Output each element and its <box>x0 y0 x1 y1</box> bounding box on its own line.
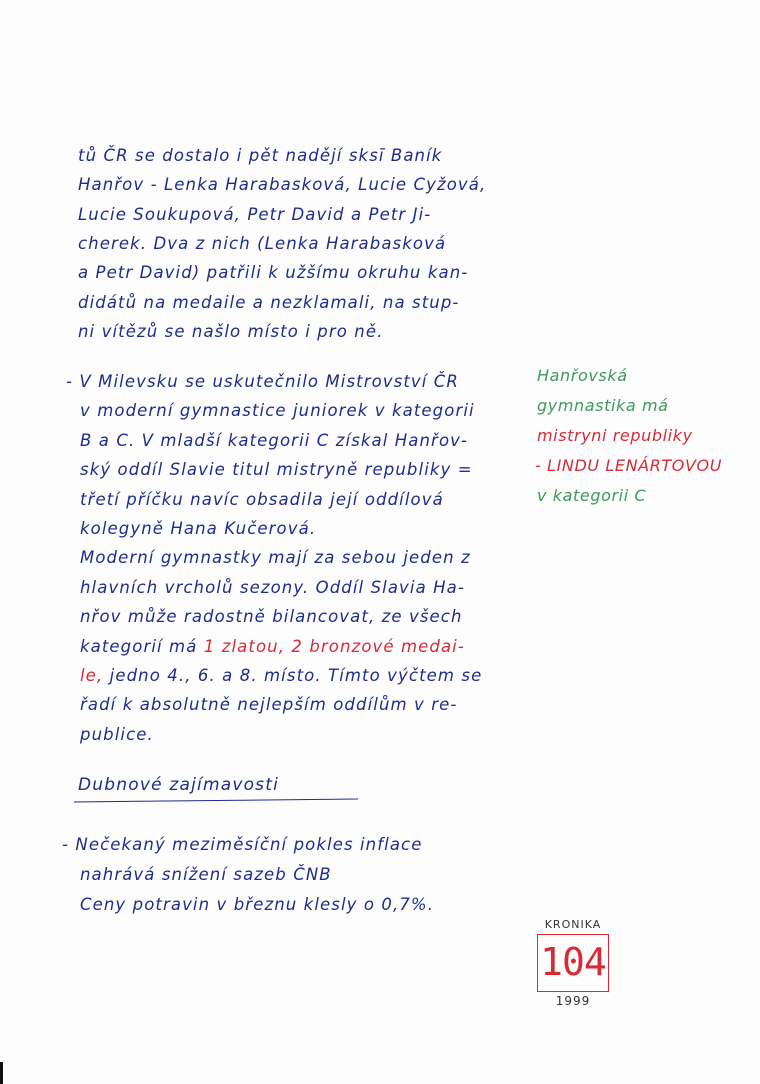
handwritten-line <box>80 666 482 685</box>
handwritten-line <box>80 519 316 538</box>
handwritten-line: Ceny potravin v březnu klesly o 0,7%. <box>80 895 435 914</box>
text-segment: kolegyně Hana Kučerová. <box>80 519 317 538</box>
text-segment: kategorií má <box>80 636 204 656</box>
margin-note-line: v kategorii C <box>537 486 647 505</box>
page-number: 104 <box>540 940 606 984</box>
heading-underline <box>74 799 358 803</box>
text-segment: jedno 4., 6. a 8. místo. Tímto výčtem se <box>109 666 483 685</box>
handwritten-line: didátů na medaile a nezklamali, na stup- <box>78 292 460 312</box>
chronicle-page-stamp <box>532 918 614 1014</box>
handwritten-line: Lucie Soukupová, Petr David a Petr Ji- <box>78 204 432 224</box>
handwritten-line <box>80 490 444 509</box>
handwritten-line: tů ČR se dostalo i pět nadějí sksī Baník <box>78 146 443 165</box>
highlighted-text: le, <box>80 666 110 685</box>
stamp-year: 1999 <box>555 994 591 1008</box>
margin-note-line: Hanřovská <box>537 366 628 385</box>
handwritten-line: cherek. Dva z nich (Lenka Harabasková <box>78 233 447 253</box>
section-heading-april: Dubnové zajímavosti <box>78 775 280 795</box>
text-segment: publice. <box>80 724 154 744</box>
handwritten-line: Hanřov - Lenka Harabasková, Lucie Cyžová, <box>78 175 487 195</box>
text-segment: nřov může radostně bilancovat, ze všech <box>80 607 463 627</box>
text-segment: - V Milevsku se uskutečnilo Mistrovství ČR <box>66 372 459 391</box>
handwritten-line: ni vítězů se našlo místo i pro ně. <box>78 321 384 341</box>
handwritten-line <box>80 695 457 714</box>
stamp-label: KRONIKA <box>544 918 602 931</box>
text-segment: hlavních vrcholů sezony. Oddíl Slavia Ha- <box>80 577 465 597</box>
handwritten-line <box>80 607 463 626</box>
handwritten-line: a Petr David) patřili k užšímu okruhu kan- <box>78 263 469 283</box>
scan-edge-mark <box>0 1062 3 1084</box>
margin-note-line: mistryni republiky <box>537 426 693 445</box>
text-segment: ský oddíl Slavie titul mistryně republiky = <box>80 460 473 480</box>
handwritten-line <box>80 460 473 479</box>
text-segment: Moderní gymnastky mají za sebou jeden z <box>80 548 471 568</box>
text-segment: řadí k absolutně nejlepším oddílům v re- <box>80 695 458 715</box>
text-segment: v moderní gymnastice juniorek v kategorii <box>80 401 475 421</box>
handwritten-line: - Nečekaný meziměsíční pokles inflace <box>62 835 423 854</box>
handwritten-line <box>80 578 465 597</box>
handwritten-line <box>66 372 459 391</box>
text-segment: třetí příčku navíc obsadila její oddílová <box>80 489 444 509</box>
margin-note-line: - LINDU LENÁRTOVOU <box>535 456 723 475</box>
handwritten-line <box>80 548 471 567</box>
highlighted-text: 1 zlatou, 2 bronzové medai- <box>203 636 465 656</box>
margin-note-line: gymnastika má <box>537 396 669 415</box>
handwritten-line <box>80 431 468 450</box>
handwritten-line <box>80 637 465 656</box>
handwritten-line <box>80 401 475 420</box>
handwritten-line: nahrává snížení sazeb ČNB <box>80 865 332 884</box>
text-segment: B a C. V mladší kategorii C získal Hanřov- <box>80 430 469 450</box>
handwritten-line <box>80 725 154 744</box>
